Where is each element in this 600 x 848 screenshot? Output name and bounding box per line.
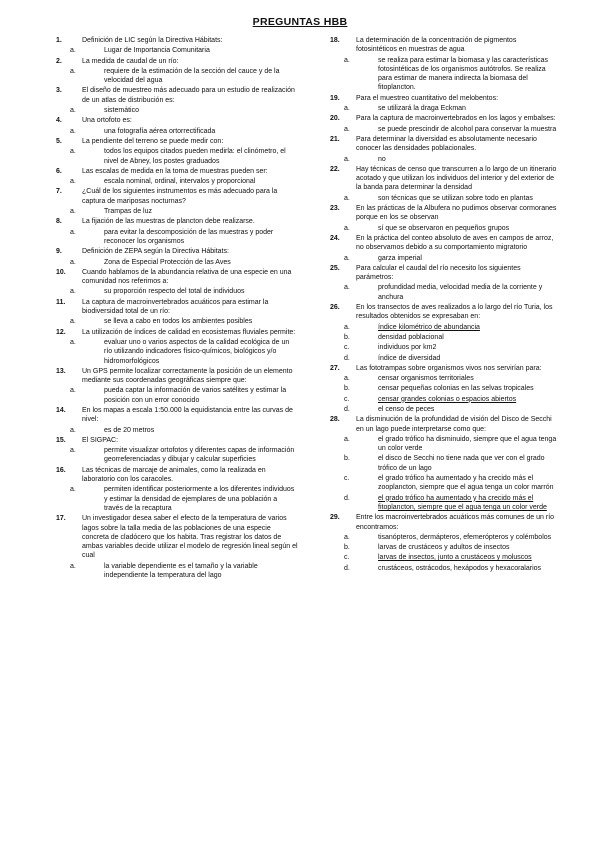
question-text: Definición de LIC según la Directiva Hábitats: <box>82 37 223 44</box>
answer-letter: a. <box>70 447 76 455</box>
question-text: El SIGPAC: <box>82 436 119 444</box>
question-number: 26. <box>330 304 340 312</box>
answer-letter: a. <box>70 127 76 135</box>
answer-letter: b. <box>344 333 350 341</box>
question-number: 10. <box>56 268 66 276</box>
answer-letter: a. <box>70 387 76 395</box>
answer-text: Lugar de Importancia Comunitaria <box>104 47 210 55</box>
answer-letter: a. <box>70 107 76 115</box>
question-number: 19. <box>330 94 340 102</box>
answer-text: el grado trófico ha disminuido, siempre que el agua tenga un color verde <box>378 435 557 453</box>
question-number: 15. <box>56 436 66 444</box>
question <box>56 137 298 146</box>
answer-option <box>56 338 298 366</box>
answer-text: permite visualizar ortofotos y diferentes capas de información georreferenciadas y dibujar y calcular superficies <box>104 447 295 464</box>
answer-option <box>330 494 558 513</box>
question-number: 12. <box>56 328 66 336</box>
answer-letter: a. <box>344 435 350 443</box>
answer-text: se utilizará la draga Eckman <box>378 105 466 113</box>
answer-text: censar organismos territoriales <box>378 375 474 383</box>
question-text: ¿Cuál de los siguientes instrumentos es más adecuado para la captura de mariposas nocturnas? <box>82 188 278 205</box>
answer-option <box>56 127 298 136</box>
answer-option <box>56 147 298 166</box>
answer-option <box>330 104 558 113</box>
question-number: 23. <box>330 205 340 213</box>
question-number: 16. <box>56 466 66 474</box>
answer-option <box>56 287 298 296</box>
answer-letter: a. <box>70 426 76 434</box>
question <box>56 268 298 287</box>
answer-option <box>56 386 298 405</box>
answer-option <box>330 224 558 233</box>
question-text: Definición de ZEPA según la Directiva Hábitats: <box>82 248 229 256</box>
answer-option <box>330 254 558 263</box>
page-title: PREGUNTAS HBB <box>252 16 348 28</box>
question <box>56 367 298 386</box>
question <box>330 94 558 103</box>
answer-letter: a. <box>344 533 350 541</box>
answer-option <box>56 426 298 435</box>
question-text: Para calcular el caudal del río necesito los siguientes parámetros: <box>356 264 521 282</box>
question-text: La pendiente del terreno se puede medir con: <box>82 137 224 145</box>
answer-letter: a. <box>70 148 76 156</box>
question <box>56 116 298 125</box>
question <box>330 135 558 154</box>
question-number: 25. <box>330 264 340 272</box>
question <box>56 436 298 445</box>
question-text: Entre los macroinvertebrados acuáticos más comunes de un río encontramos: <box>356 514 555 531</box>
answer-text: sí que se observaron en pequeños grupos <box>378 224 510 232</box>
question-text: Hay técnicas de censo que transcurren a lo largo de un itinerario acotado y que utilizan los individuos del interior y del exterior de la banda para determinar la densidad <box>356 165 557 192</box>
answer-letter: a. <box>344 125 350 133</box>
question-number: 1. <box>56 37 62 44</box>
question-number: 22. <box>330 165 340 173</box>
answer-letter: a. <box>344 155 350 163</box>
answer-text: una fotografía aérea ortorrectificada <box>104 127 216 135</box>
question <box>56 57 298 66</box>
answer-text: profundidad media, velocidad media de la corriente y anchura <box>378 284 543 301</box>
answer-text: densidad poblacional <box>378 333 444 341</box>
answer-text: individuos por km2 <box>378 344 437 352</box>
answer-text: sistemático <box>104 107 140 115</box>
answer-letter: a. <box>344 105 350 113</box>
question <box>330 303 558 322</box>
question-text: En las prácticas de la Albufera no pudimos observar cormoranes porque en los se observan <box>356 205 557 222</box>
answer-letter: a. <box>70 562 76 570</box>
answer-text: se realiza para estimar la biomasa y las características fotosintéticas de los organismos autótrofos. Se realiza para estimar de manera indirecta la biomasa del fitoplancton. <box>378 56 549 92</box>
answer-text: índice de diversidad <box>378 354 441 362</box>
question <box>330 415 558 434</box>
answer-option <box>330 343 558 352</box>
question <box>56 466 298 485</box>
question <box>330 364 558 373</box>
question-number: 9. <box>56 248 62 256</box>
answer-text: el grado trófico ha aumentado y ha crecido más el zooplancton, siempre que el agua tenga un color marrón <box>378 475 554 492</box>
question-number: 24. <box>330 234 340 242</box>
question-number: 6. <box>56 167 62 175</box>
answer-letter: a. <box>70 208 76 216</box>
question <box>56 86 298 105</box>
answer-text: evaluar uno o varios aspectos de la calidad ecológica de un río utilizando indicadores físico-químicos, biológicos y/o hidromorfológicos <box>104 338 290 365</box>
correct-answer-text: índice kilométrico de abundancia <box>378 323 480 331</box>
answer-letter: a. <box>70 228 76 236</box>
question-number: 13. <box>56 367 66 375</box>
answer-option <box>56 67 298 86</box>
answer-letter: a. <box>344 375 350 383</box>
answer-option <box>330 283 558 302</box>
answer-letter: a. <box>344 284 350 292</box>
answer-text: para evitar la descomposición de las muestras y poder reconocer los organismos <box>104 228 274 245</box>
question-text: Las fototrampas sobre organismos vivos nos servirían para: <box>356 364 542 372</box>
question <box>56 187 298 206</box>
question <box>330 36 558 55</box>
question-text: Cuando hablamos de la abundancia relativa de una especie en una comunidad nos referimos a: <box>82 268 292 286</box>
answer-option <box>330 435 558 454</box>
answer-option <box>56 207 298 216</box>
question <box>56 298 298 317</box>
answer-option <box>56 562 298 581</box>
question <box>56 328 298 337</box>
answer-letter: a. <box>70 338 76 346</box>
answer-letter: a. <box>344 224 350 232</box>
answer-letter: d. <box>344 405 350 413</box>
question <box>330 513 558 532</box>
answer-option <box>330 553 558 562</box>
answer-option <box>56 446 298 465</box>
question-text: El diseño de muestreo más adecuado para un estudio de realización de un atlas de distribución es: <box>82 87 295 104</box>
answer-letter: a. <box>344 56 350 64</box>
left-column <box>56 36 298 581</box>
answer-text: crustáceos, ostrácodos, hexápodos y hexacoralarios <box>378 564 542 572</box>
correct-answer-text: larvas de insectos, junto a crustáceos y moluscos <box>378 554 532 562</box>
right-column <box>330 36 558 574</box>
question <box>56 406 298 425</box>
answer-option <box>56 46 298 55</box>
answer-option <box>330 333 558 342</box>
answer-option <box>56 485 298 513</box>
correct-answer-text: censar grandes colonias o espacios abiertos <box>378 395 517 403</box>
answer-option <box>330 533 558 542</box>
answer-text: Zona de Especial Protección de las Aves <box>104 258 231 266</box>
question-number: 5. <box>56 137 62 145</box>
answer-option <box>330 564 558 573</box>
answer-letter: a. <box>70 67 76 75</box>
question-number: 27. <box>330 364 340 372</box>
answer-letter: a. <box>70 47 76 55</box>
question <box>330 264 558 283</box>
answer-letter: c. <box>344 395 350 403</box>
answer-option <box>330 374 558 383</box>
question-number: 8. <box>56 218 62 226</box>
question-number: 20. <box>330 115 340 123</box>
question-number: 21. <box>330 135 340 143</box>
question-text: Para determinar la diversidad es absolutamente necesario conocer las densidades poblacionales. <box>356 135 537 153</box>
question-number: 28. <box>330 416 340 424</box>
answer-option <box>330 194 558 203</box>
answer-option <box>330 384 558 393</box>
answer-text: tisanópteros, dermápteros, efemerópteros y colémbolos <box>378 533 552 541</box>
answer-letter: a. <box>344 194 350 202</box>
answer-text: se lleva a cabo en todos los ambientes posibles <box>104 318 253 326</box>
question-text: En la práctica del conteo absoluto de aves en campos de arroz, no observamos debido a su comportamiento migratorio <box>356 234 554 252</box>
answer-letter: a. <box>70 288 76 296</box>
answer-text: su proporción respecto del total de individuos <box>104 288 245 296</box>
answer-option <box>56 106 298 115</box>
answer-option <box>330 155 558 164</box>
answer-text: Trampas de luz <box>104 208 152 216</box>
answer-letter: a. <box>344 254 350 262</box>
answer-text: requiere de la estimación de la sección del cauce y de la velocidad del agua <box>104 67 280 85</box>
question-number: 3. <box>56 87 62 95</box>
question-number: 11. <box>56 298 66 306</box>
question-text: La disminución de la profundidad de visión del Disco de Secchi en un lago puede interpretarse como que: <box>356 416 552 433</box>
answer-text: escala nominal, ordinal, intervalos y proporcional <box>104 178 256 186</box>
answer-text: se puede prescindir de alcohol para conservar la muestra <box>378 125 557 133</box>
question <box>56 247 298 256</box>
question-text: La medida de caudal de un río: <box>82 57 179 65</box>
answer-text: no <box>378 155 386 163</box>
answer-letter: b. <box>344 385 350 393</box>
answer-text: todos los equipos citados pueden medirla: el clinómetro, el nivel de Abney, los postes graduados <box>104 148 286 165</box>
answer-text: garza imperial <box>378 254 422 262</box>
question <box>330 114 558 123</box>
answer-letter: c. <box>344 475 350 483</box>
question-number: 18. <box>330 37 340 44</box>
answer-text: el disco de Secchi no tiene nada que ver con el grado trófico de un lago <box>378 455 545 472</box>
answer-text: larvas de crustáceos y adultos de insectos <box>378 544 510 552</box>
answer-letter: c. <box>344 554 350 562</box>
question-number: 29. <box>330 514 340 522</box>
answer-option <box>56 317 298 326</box>
question-text: Para la captura de macroinvertebrados en los lagos y embalses: <box>356 115 556 123</box>
question-text: En los transectos de aves realizados a lo largo del río Turia, los resultados obtenidos se expresaban en: <box>356 304 553 321</box>
answer-letter: a. <box>70 318 76 326</box>
answer-option <box>330 405 558 414</box>
answer-option <box>330 125 558 134</box>
question-number: 14. <box>56 406 66 414</box>
question <box>330 165 558 193</box>
question <box>56 36 298 45</box>
answer-letter: d. <box>344 494 350 502</box>
answer-text: es de 20 metros <box>104 426 155 434</box>
answer-text: permiten identificar posteriormente a los diferentes individuos y estimar la densidad de ejemplares de una población a través de la recaptura <box>104 486 295 512</box>
answer-option <box>330 454 558 473</box>
answer-text: la variable dependiente es el tamaño y la variable independiente la temperatura del lago <box>104 562 258 580</box>
question-text: Una ortofoto es: <box>82 117 132 125</box>
answer-letter: a. <box>70 486 76 494</box>
answer-option <box>330 323 558 332</box>
answer-letter: a. <box>70 178 76 186</box>
answer-option <box>56 177 298 186</box>
correct-answer-text: el grado trófico ha aumentado y ha crecido más el fitoplancton, siempre que el agua tenga un color verde <box>378 494 547 511</box>
answer-letter: d. <box>344 564 350 572</box>
answer-letter: a. <box>70 258 76 266</box>
answer-text: pueda captar la información de varios satélites y estimar la posición con un error conocido <box>104 387 287 404</box>
answer-letter: b. <box>344 455 350 463</box>
answer-option <box>330 474 558 493</box>
question-number: 7. <box>56 188 62 196</box>
question <box>56 514 298 560</box>
answer-option <box>56 228 298 247</box>
answer-letter: a. <box>344 323 350 331</box>
answer-text: son técnicas que se utilizan sobre todo en plantas <box>378 194 533 202</box>
answer-option <box>330 354 558 363</box>
question-text: La determinación de la concentración de pigmentos fotosintéticos en muestras de agua <box>356 37 517 54</box>
question-text: La captura de macroinvertebrados acuáticos para estimar la biodiversidad total de un río: <box>82 298 269 316</box>
answer-letter: c. <box>344 344 350 352</box>
answer-option <box>330 56 558 93</box>
question <box>56 217 298 226</box>
question-text: Un investigador desea saber el efecto de la temperatura de varios lagos sobre la talla media de las poblaciones de una especie concreta de cladócero que los habita. Tras registrar los datos de ambas variables decide utilizar el modelo de regresión lineal según el cual <box>82 515 298 560</box>
question-text: La fijación de las muestras de plancton debe realizarse. <box>82 218 255 226</box>
question-text: Para el muestreo cuantitativo del melobentos: <box>356 94 499 102</box>
answer-letter: b. <box>344 544 350 552</box>
question-number: 2. <box>56 57 62 65</box>
question-number: 17. <box>56 515 66 523</box>
answer-option <box>330 543 558 552</box>
question-text: La utilización de índices de calidad en ecosistemas fluviales permite: <box>82 328 296 336</box>
question <box>56 167 298 176</box>
question-text: Las técnicas de marcaje de animales, como la realizada en laboratorio con los caracoles. <box>82 466 266 484</box>
question-text: En los mapas a escala 1:50.000 la equidistancia entre las curvas de nivel: <box>82 406 293 424</box>
answer-text: censar pequeñas colonias en las selvas tropicales <box>378 385 534 393</box>
answer-letter: d. <box>344 354 350 362</box>
question <box>330 234 558 253</box>
question-number: 4. <box>56 117 62 125</box>
answer-text: el censo de peces <box>378 405 435 413</box>
question-text: Un GPS permite localizar correctamente la posición de un elemento mediante sus coordenadas geográficas siempre que: <box>82 367 293 385</box>
answer-option <box>330 395 558 404</box>
question <box>330 204 558 223</box>
question-text: Las escalas de medida en la toma de muestras pueden ser: <box>82 167 268 175</box>
answer-option <box>56 258 298 267</box>
